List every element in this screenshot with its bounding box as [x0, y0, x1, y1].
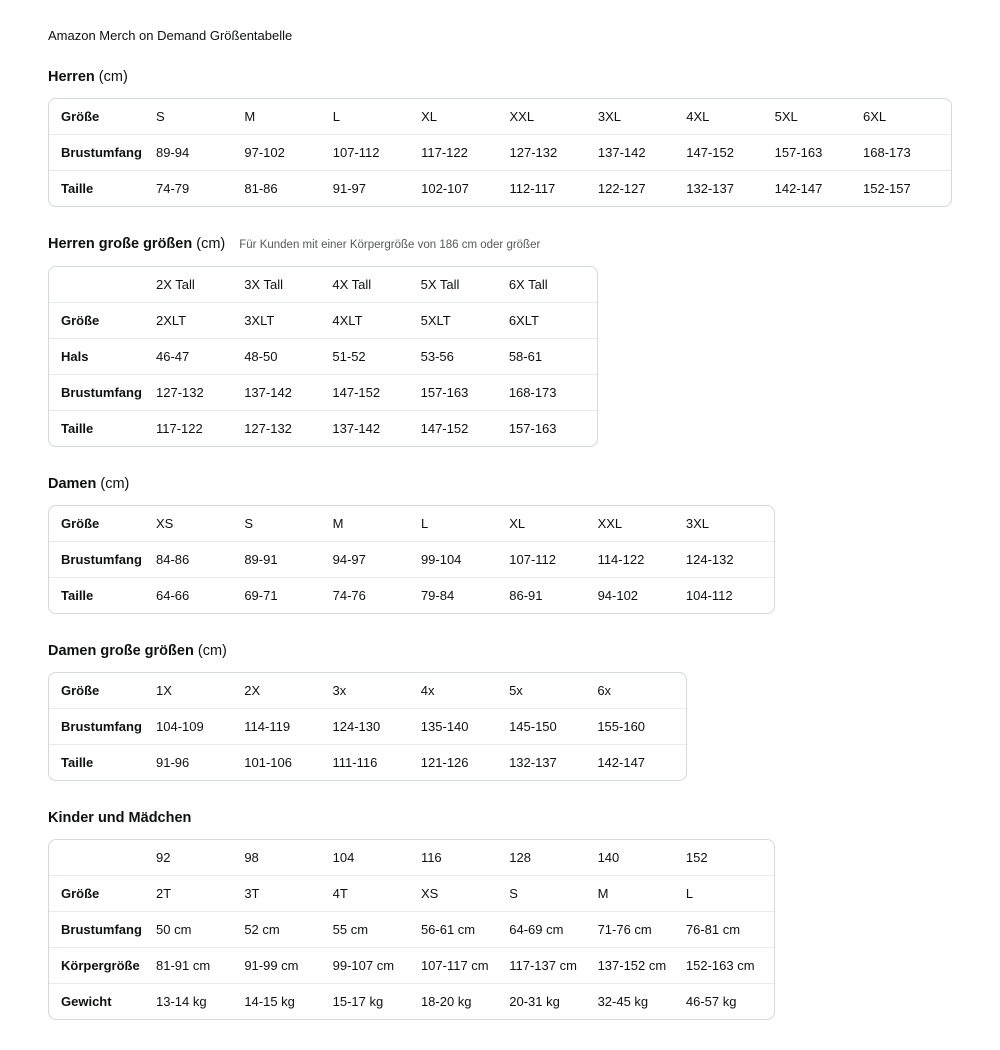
table-cell: 107-112	[509, 552, 556, 567]
table-row	[49, 506, 774, 541]
table-cell: 91-96	[156, 755, 190, 770]
row-label: Taille	[61, 588, 94, 603]
table-cell: 152-163 cm	[685, 958, 755, 973]
row-label: Körpergröße	[61, 958, 140, 973]
size-table-herren	[48, 98, 952, 207]
table-cell: L	[685, 886, 694, 901]
section-heading-herren	[48, 69, 952, 86]
table-row	[49, 267, 597, 302]
section-note: Für Kunden mit einer Körpergröße von 186 cm oder größer	[239, 239, 541, 251]
table-cell: 127-132	[509, 145, 558, 160]
table-cell: 94-97	[332, 552, 366, 567]
table-cell: 127-132	[244, 421, 292, 436]
table-cell: 64-66	[156, 588, 190, 603]
section-heading-unit: (cm)	[100, 476, 130, 492]
table-cell: 104-109	[156, 719, 204, 734]
table-cell: 137-142	[597, 145, 646, 160]
table-cell: 2X	[244, 683, 261, 698]
table-cell: 97-102	[244, 145, 285, 160]
table-cell: 111-116	[332, 755, 378, 770]
section-heading-damen-grosse-groessen	[48, 643, 952, 660]
table-cell: 58-61	[508, 349, 543, 364]
table-cell: 81-86	[244, 181, 278, 196]
row-label: Hals	[61, 349, 89, 364]
table-cell: 84-86	[156, 552, 190, 567]
table-row	[49, 983, 774, 1019]
table-cell: 102-107	[421, 181, 469, 196]
table-cell: S	[509, 886, 518, 901]
table-cell: 147-152	[686, 145, 734, 160]
table-cell: 114-119	[244, 719, 291, 734]
table-row	[49, 875, 774, 911]
table-cell: 3x	[332, 683, 347, 698]
table-cell: 4XL	[686, 109, 710, 124]
table-cell: 104	[332, 850, 355, 865]
table-row	[49, 577, 774, 613]
table-cell: 79-84	[420, 588, 455, 603]
table-cell: XXL	[509, 109, 535, 124]
table-cell: XL	[421, 109, 438, 124]
section-heading-text: Kinder und Mädchen	[48, 810, 192, 826]
table-cell: 51-52	[332, 349, 366, 364]
table-row	[49, 947, 774, 983]
section-kinder-und-maedchen	[48, 810, 952, 1020]
table-cell: 117-137 cm	[509, 958, 577, 973]
section-heading-damen	[48, 476, 952, 493]
section-heading-text: Damen große größen	[48, 643, 194, 659]
size-chart-page	[48, 28, 952, 1020]
table-cell: 71-76 cm	[597, 922, 652, 937]
table-cell: 86-91	[509, 588, 543, 603]
table-cell: 48-50	[244, 349, 278, 364]
table-cell: S	[244, 516, 253, 531]
table-row	[49, 338, 597, 374]
table-row	[49, 744, 686, 780]
row-label: Brustumfang	[61, 552, 142, 567]
row-label: Taille	[61, 755, 94, 770]
size-table-damen-grosse-groessen	[48, 672, 687, 781]
row-label	[49, 840, 156, 875]
table-cell: 142-147	[597, 755, 646, 770]
table-cell: 107-117 cm	[420, 958, 489, 973]
section-heading-unit: (cm)	[197, 643, 227, 659]
table-cell: 145-150	[509, 719, 557, 734]
table-cell: 157-163	[774, 145, 823, 160]
table-cell: 128	[509, 850, 531, 865]
table-cell: 4T	[332, 886, 348, 901]
table-cell: 2T	[156, 886, 172, 901]
table-cell: 99-107 cm	[332, 958, 395, 973]
table-cell: M	[244, 109, 256, 124]
table-cell: 152-157	[863, 181, 911, 196]
table-cell: 6X Tall	[508, 277, 548, 292]
table-row	[49, 840, 774, 875]
row-label: Brustumfang	[61, 922, 142, 937]
table-cell: 32-45 kg	[597, 994, 649, 1009]
table-cell: 114-122	[597, 552, 645, 567]
table-cell: 132-137	[509, 755, 557, 770]
page-title: Amazon Merch on Demand Größentabelle	[48, 28, 293, 43]
table-row	[49, 99, 951, 134]
table-cell: 101-106	[244, 755, 292, 770]
table-cell: 2X Tall	[156, 277, 195, 292]
row-label: Größe	[61, 516, 100, 531]
table-cell: 76-81 cm	[685, 922, 741, 937]
table-cell: 121-126	[420, 755, 469, 770]
table-cell: 46-47	[156, 349, 190, 364]
table-cell: 137-142	[332, 421, 381, 436]
table-cell: 5XLT	[420, 313, 451, 328]
section-herren	[48, 69, 952, 207]
table-cell: XS	[420, 886, 439, 901]
table-cell: 157-163	[508, 421, 557, 436]
row-label: Brustumfang	[61, 719, 142, 734]
table-cell: 98	[244, 850, 259, 865]
row-label: Brustumfang	[61, 385, 142, 400]
table-cell: 122-127	[597, 181, 646, 196]
section-heading-herren-grosse-groessen	[48, 236, 952, 254]
row-label: Größe	[61, 886, 100, 901]
table-cell: XS	[156, 516, 174, 531]
table-cell: 94-102	[597, 588, 639, 603]
table-cell: 4x	[420, 683, 435, 698]
table-row	[49, 410, 597, 446]
table-cell: 124-132	[685, 552, 734, 567]
table-cell: 91-99 cm	[244, 958, 299, 973]
table-cell: 99-104	[420, 552, 462, 567]
table-cell: 74-76	[332, 588, 366, 603]
table-cell: 137-152 cm	[597, 958, 667, 973]
table-cell: 3XL	[597, 109, 622, 124]
section-damen	[48, 476, 952, 614]
table-row	[49, 170, 951, 206]
section-heading-text: Herren große größen	[48, 236, 193, 252]
table-cell: 135-140	[420, 719, 469, 734]
table-cell: 124-130	[332, 719, 381, 734]
table-cell: 92	[156, 850, 171, 865]
table-row	[49, 302, 597, 338]
table-row	[49, 673, 686, 708]
row-label: Gewicht	[61, 994, 112, 1009]
table-cell: 6x	[597, 683, 612, 698]
table-cell: 89-94	[156, 145, 190, 160]
table-cell: 5x	[509, 683, 523, 698]
table-cell: 147-152	[420, 421, 469, 436]
table-cell: 69-71	[244, 588, 278, 603]
row-label: Größe	[61, 313, 100, 328]
size-table-herren-grosse-groessen	[48, 266, 598, 447]
table-cell: 157-163	[420, 385, 469, 400]
section-herren-grosse-groessen	[48, 236, 952, 447]
table-cell: 74-79	[156, 181, 190, 196]
table-cell: 1X	[156, 683, 172, 698]
section-heading-text: Damen	[48, 476, 97, 492]
table-cell: 3X Tall	[244, 277, 283, 292]
table-row	[49, 374, 597, 410]
row-label	[49, 267, 156, 302]
table-row	[49, 134, 951, 170]
table-cell: 132-137	[686, 181, 734, 196]
table-row	[49, 541, 774, 577]
table-cell: 3XL	[685, 516, 710, 531]
row-label: Taille	[61, 421, 94, 436]
table-row	[49, 911, 774, 947]
table-cell: 117-122	[156, 421, 203, 436]
table-cell: 6XLT	[508, 313, 539, 328]
table-cell: M	[332, 516, 344, 531]
table-cell: 14-15 kg	[244, 994, 295, 1009]
table-cell: 104-112	[685, 588, 733, 603]
table-cell: 116	[420, 850, 442, 865]
size-table-damen	[48, 505, 775, 614]
row-label: Taille	[61, 181, 94, 196]
table-cell: 168-173	[863, 145, 911, 160]
row-label: Brustumfang	[61, 145, 142, 160]
table-cell: 155-160	[597, 719, 646, 734]
table-cell: 107-112	[332, 145, 380, 160]
table-cell: 127-132	[156, 385, 204, 400]
section-heading-unit: (cm)	[98, 69, 128, 85]
table-cell: 55 cm	[332, 922, 369, 937]
table-cell: 152	[685, 850, 708, 865]
table-cell: 13-14 kg	[156, 994, 207, 1009]
table-cell: 140	[597, 850, 620, 865]
table-cell: 89-91	[244, 552, 278, 567]
table-cell: 112-117	[509, 181, 556, 196]
table-cell: 142-147	[774, 181, 823, 196]
table-cell: 3T	[244, 886, 260, 901]
table-cell: M	[597, 886, 609, 901]
size-table-kinder-und-maedchen	[48, 839, 775, 1020]
table-cell: L	[332, 109, 340, 124]
table-cell: 2XLT	[156, 313, 187, 328]
table-cell: 20-31 kg	[509, 994, 560, 1009]
table-cell: XXL	[597, 516, 623, 531]
table-cell: 5XL	[774, 109, 798, 124]
section-heading-kinder-und-maedchen	[48, 810, 952, 827]
table-row	[49, 708, 686, 744]
table-cell: 18-20 kg	[420, 994, 472, 1009]
table-cell: XL	[509, 516, 526, 531]
table-cell: 3XLT	[244, 313, 275, 328]
section-heading-unit: (cm)	[196, 236, 226, 252]
table-cell: 91-97	[332, 181, 366, 196]
table-cell: 168-173	[508, 385, 557, 400]
table-cell: 52 cm	[244, 922, 280, 937]
table-cell: 53-56	[420, 349, 454, 364]
section-heading-text: Herren	[48, 69, 95, 85]
row-label: Größe	[61, 109, 100, 124]
table-cell: 147-152	[332, 385, 381, 400]
table-cell: 4X Tall	[332, 277, 372, 292]
table-cell: 46-57 kg	[685, 994, 737, 1009]
table-cell: 15-17 kg	[332, 994, 384, 1009]
table-cell: 6XL	[863, 109, 887, 124]
table-cell: 56-61 cm	[420, 922, 476, 937]
section-damen-grosse-groessen	[48, 643, 952, 781]
table-cell: S	[156, 109, 165, 124]
sections-container	[48, 69, 952, 1020]
table-cell: 4XLT	[332, 313, 363, 328]
table-cell: 50 cm	[156, 922, 192, 937]
table-cell: L	[420, 516, 429, 531]
table-cell: 117-122	[421, 145, 468, 160]
row-label: Größe	[61, 683, 100, 698]
table-cell: 137-142	[244, 385, 292, 400]
table-cell: 64-69 cm	[509, 922, 564, 937]
table-cell: 5X Tall	[420, 277, 460, 292]
table-cell: 81-91 cm	[156, 958, 211, 973]
